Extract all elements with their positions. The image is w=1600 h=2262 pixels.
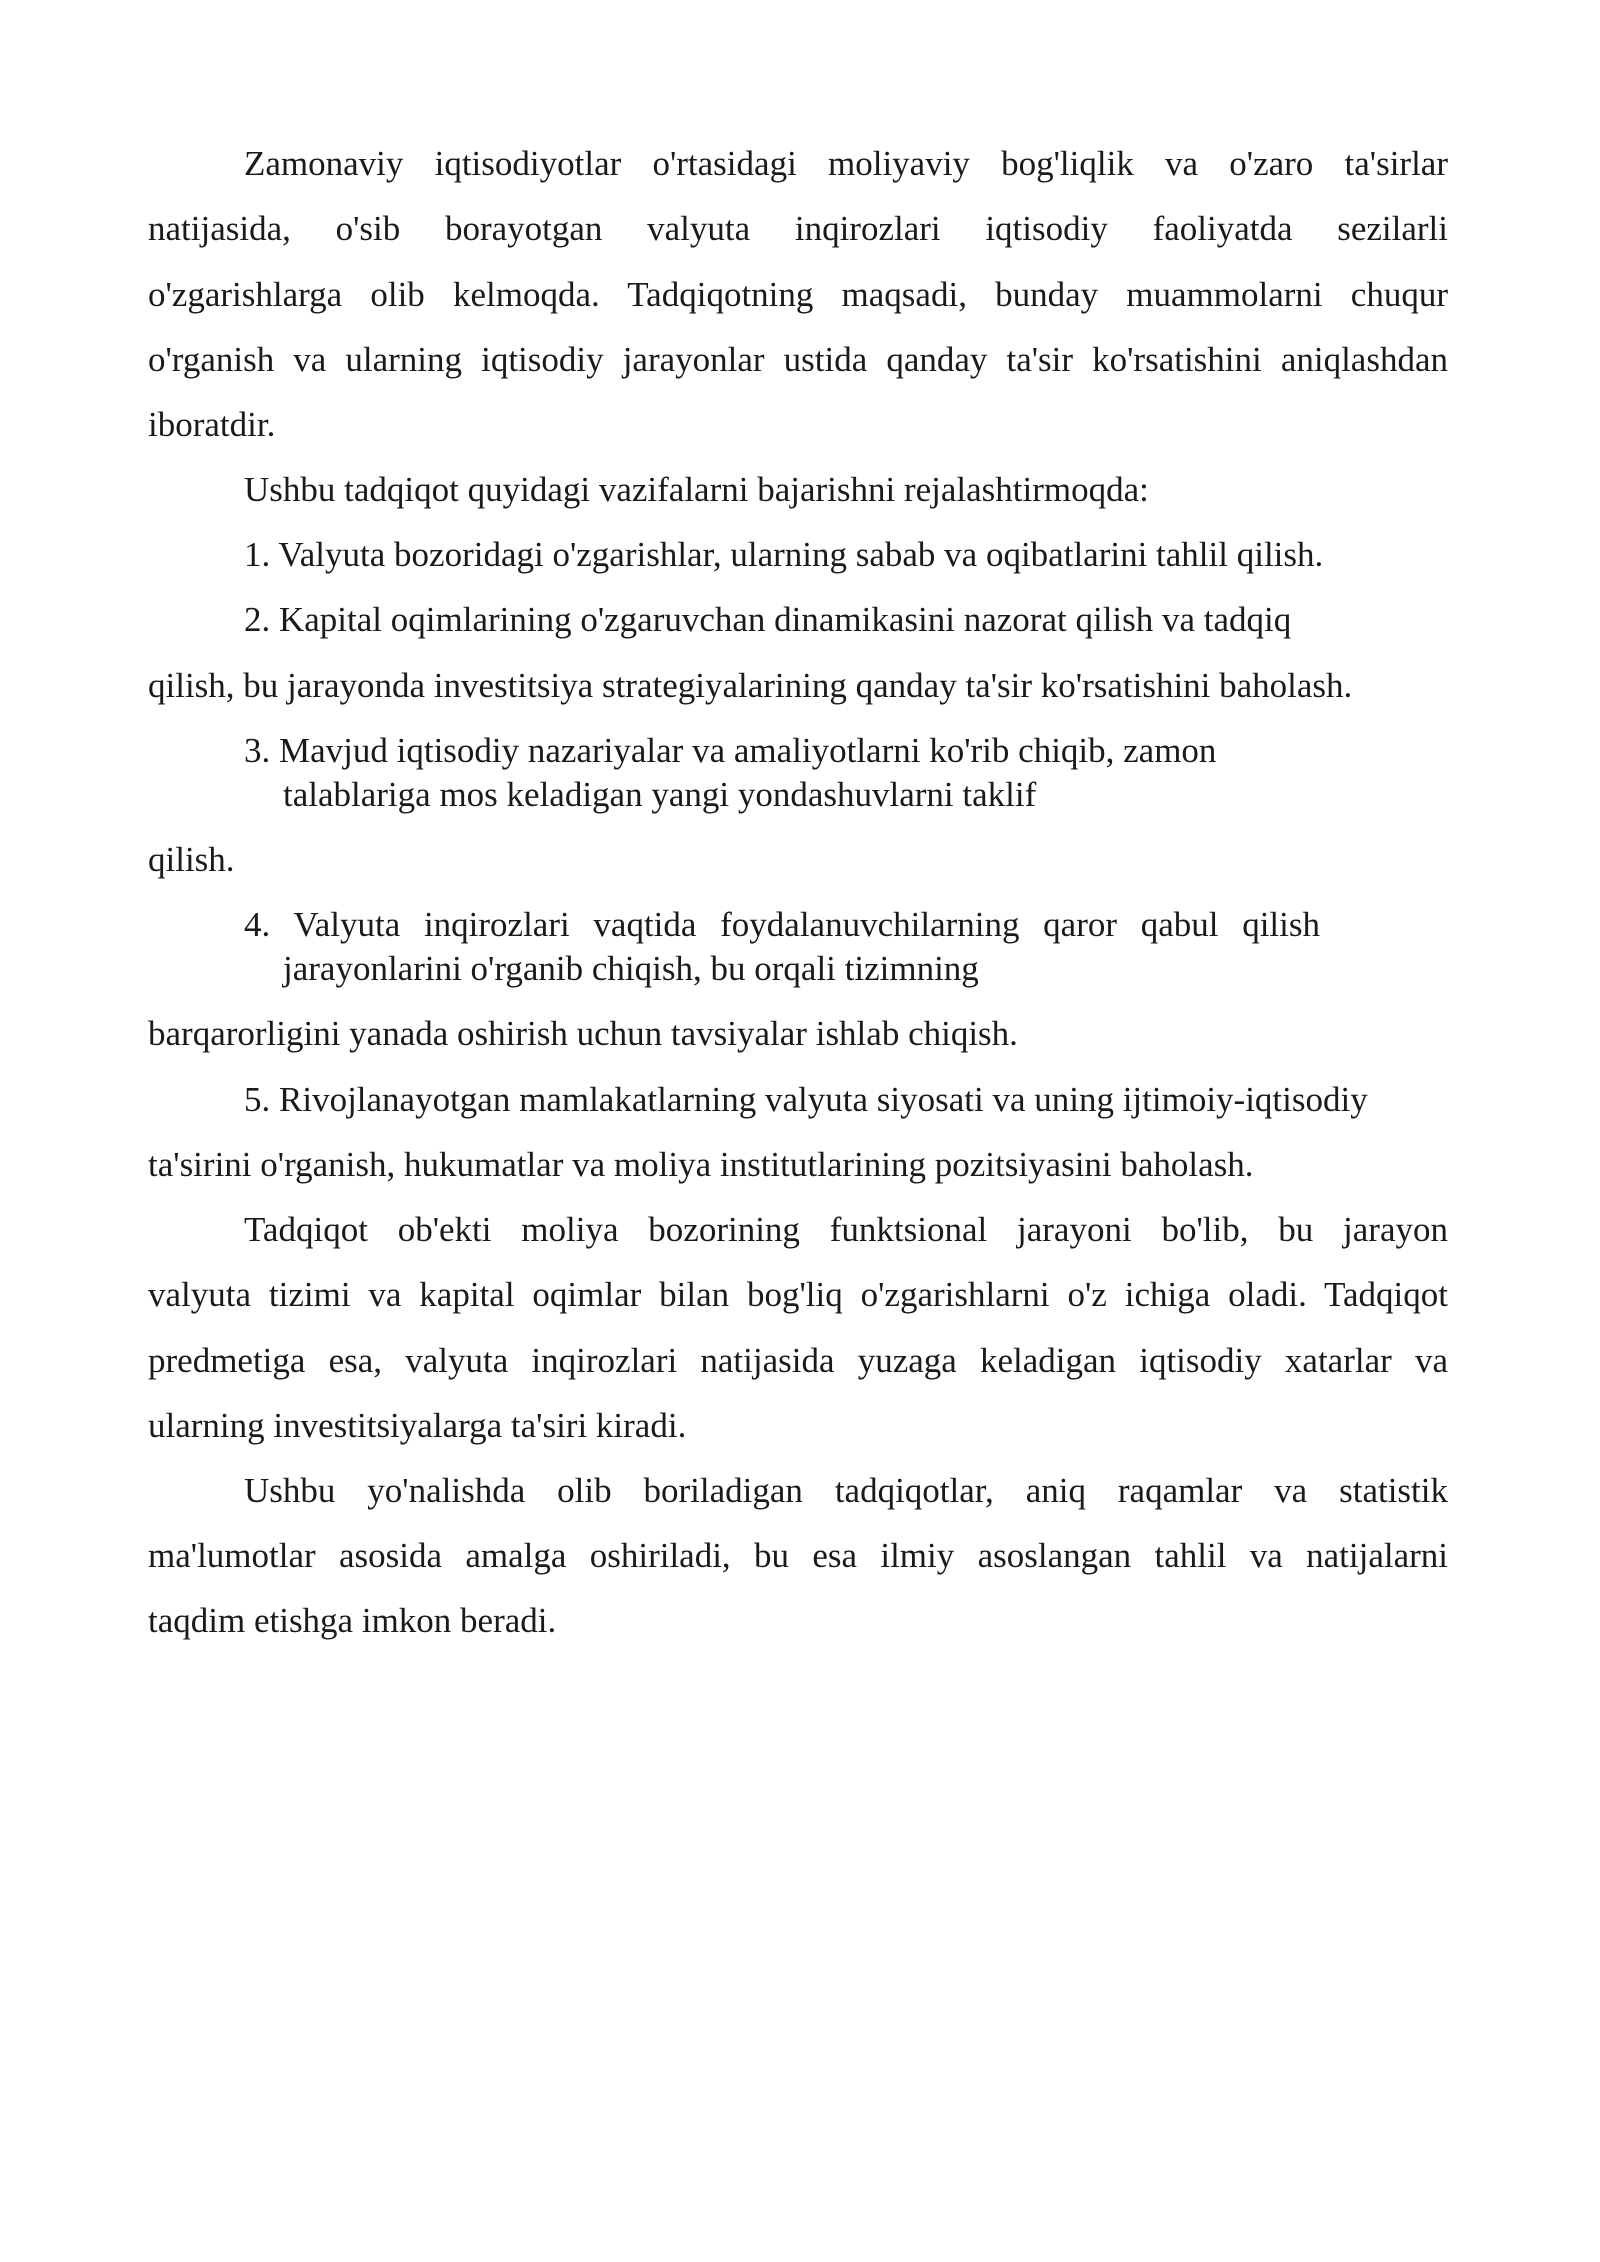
list-item: 1. Valyuta bozoridagi o'zgarishlar, ularning sabab va oqibatlarini tahlil qilish. [244,535,1324,574]
text-line: natijasida, o'sib borayotgan valyuta inqirozlari iqtisodiy faoliyatda sezilarli [148,209,1448,248]
text-line: jarayonlarini o'rganib chiqish, bu orqali tizimning [283,949,979,988]
text-line: qilish. [148,840,235,879]
text-line: Zamonaviy iqtisodiyotlar o'rtasidagi moliyaviy bog'liqlik va o'zaro ta'sirlar [244,144,1448,183]
text-line: valyuta tizimi va kapital oqimlar bilan bog'liq o'zgarishlarni o'z ichiga oladi. Tadqiqot [148,1275,1448,1314]
text-line: Ushbu yo'nalishda olib boriladigan tadqiqotlar, aniq raqamlar va statistik [244,1471,1448,1510]
text-line: qilish, bu jarayonda investitsiya strategiyalarining qanday ta'sir ko'rsatishini baholash. [148,666,1353,705]
text-line: o'zgarishlarga olib kelmoqda. Tadqiqotning maqsadi, bunday muammolarni chuqur [148,275,1448,314]
text-line: 4. Valyuta inqirozlari vaqtida foydalanuvchilarning qaror qabul qilish [244,905,1320,944]
text-line: Tadqiqot ob'ekti moliya bozorining funktsional jarayoni bo'lib, bu jarayon [244,1210,1448,1249]
text-line: barqarorligini yanada oshirish uchun tavsiyalar ishlab chiqish. [148,1014,1018,1053]
text-line: talablariga mos keladigan yangi yondashuvlarni taklif [283,775,1037,814]
text-line: o'rganish va ularning iqtisodiy jarayonlar ustida qanday ta'sir ko'rsatishini aniqlashdan [148,340,1448,379]
text-line: 5. Rivojlanayotgan mamlakatlarning valyuta siyosati va uning ijtimoiy-iqtisodiy [244,1080,1368,1119]
text-line: predmetiga esa, valyuta inqirozlari natijasida yuzaga keladigan iqtisodiy xatarlar va [148,1341,1448,1380]
text-line: taqdim etishga imkon beradi. [148,1601,557,1640]
text-line: 3. Mavjud iqtisodiy nazariyalar va amaliyotlarni ko'rib chiqib, zamon [244,731,1217,770]
paragraph-tasks-intro: Ushbu tadqiqot quyidagi vazifalarni bajarishni rejalashtirmoqda: [244,470,1149,509]
text-line: ta'sirini o'rganish, hukumatlar va moliya institutlarining pozitsiyasini baholash. [148,1145,1254,1184]
text-line: iboratdir. [148,405,276,444]
text-line: ularning investitsiyalarga ta'siri kiradi. [148,1406,687,1445]
text-line: 2. Kapital oqimlarining o'zgaruvchan dinamikasini nazorat qilish va tadqiq [244,600,1292,639]
text-line: ma'lumotlar asosida amalga oshiriladi, bu esa ilmiy asoslangan tahlil va natijalarni [148,1536,1448,1575]
